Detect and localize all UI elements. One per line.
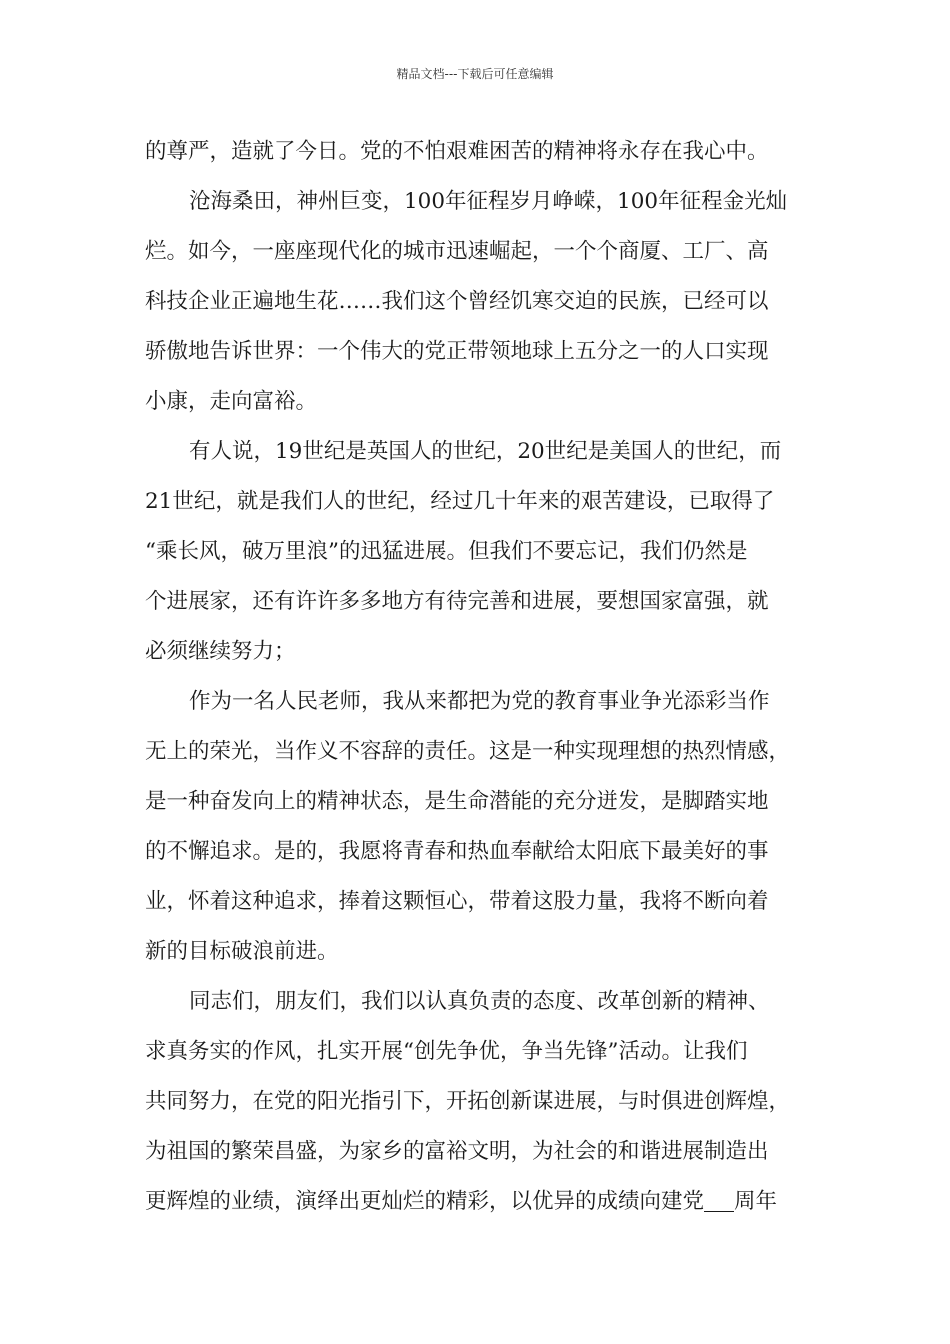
text-line: 求真务实的作风，扎实开展“创先争优，争当先锋”活动。让我们 xyxy=(145,1039,748,1064)
document-body xyxy=(145,127,815,1227)
page-header: 精品文档---下载后可任意编辑 xyxy=(396,67,554,81)
text-line: 个进展家，还有许许多多地方有待完善和进展，要想国家富强，就 xyxy=(145,589,769,614)
text-line: 无上的荣光，当作义不容辞的责任。这是一种实现理想的热烈情感， xyxy=(145,739,791,764)
text-line: 骄傲地告诉世界：一个伟大的党正带领地球上五分之一的人口实现 xyxy=(145,339,769,364)
text-line: “乘长风，破万里浪”的迅猛进展。但我们不要忘记，我们仍然是 xyxy=(145,539,748,564)
text-line: 同志们，朋友们，我们以认真负责的态度、改革创新的精神、 xyxy=(189,989,770,1014)
text-line: 新的目标破浪前进。 xyxy=(145,939,339,964)
text-line: 烂。如今，一座座现代化的城市迅速崛起，一个个商厦、工厂、高 xyxy=(145,239,769,264)
text-line: 作为一名人民老师，我从来都把为党的教育事业争光添彩当作 xyxy=(189,689,770,714)
text-line: 是一种奋发向上的精神状态，是生命潜能的充分迸发，是脚踏实地 xyxy=(145,789,769,814)
text-line: 为祖国的繁荣昌盛，为家乡的富裕文明，为社会的和谐进展制造出 xyxy=(145,1139,769,1164)
text-segment: 周年 xyxy=(734,1189,778,1214)
text-line-with-blank xyxy=(145,1177,815,1227)
text-line: 必须继续努力； xyxy=(145,639,296,664)
paragraph xyxy=(145,677,815,977)
paragraph xyxy=(145,427,815,677)
text-line: 共同努力，在党的阳光指引下，开拓创新谋进展，与时俱进创辉煌， xyxy=(145,1089,791,1114)
text-line: 小康，走向富裕。 xyxy=(145,389,318,414)
paragraph xyxy=(145,177,815,427)
paragraph-continuation xyxy=(145,127,815,177)
text-line: 的尊严，造就了今日。党的不怕艰难困苦的精神将永存在我心中。 xyxy=(145,139,769,164)
text-line: 业，怀着这种追求，捧着这颗恒心，带着这股力量，我将不断向着 xyxy=(145,889,769,914)
text-line: 沧海桑田，神州巨变，100年征程岁月峥嵘，100年征程金光灿 xyxy=(189,189,788,214)
text-line: 的不懈追求。是的，我愿将青春和热血奉献给太阳底下最美好的事 xyxy=(145,839,769,864)
text-line: 有人说，19世纪是英国人的世纪，20世纪是美国人的世纪，而 xyxy=(189,439,782,464)
text-segment: 更辉煌的业绩，演绎出更灿烂的精彩，以优异的成绩向建党 xyxy=(145,1189,705,1214)
text-line: 科技企业正遍地生花……我们这个曾经饥寒交迫的民族，已经可以 xyxy=(145,289,769,314)
fill-in-blank xyxy=(704,1189,734,1212)
paragraph xyxy=(145,977,815,1227)
text-line: 21世纪，就是我们人的世纪，经过几十年来的艰苦建设，已取得了 xyxy=(145,489,775,514)
